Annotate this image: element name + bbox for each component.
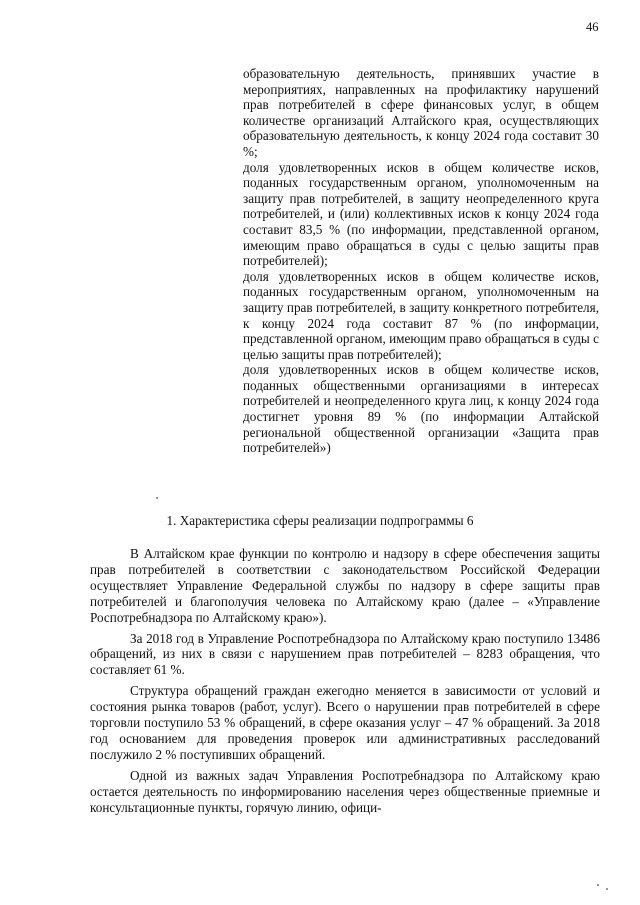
body-paragraph: Структура обращений граждан ежегодно меняется в зависимости от условий и состояния рынка товаров (работ, услуг). Всего о нарушении прав потребителей в сфере торговли поступило 53 % обращений, в сфере оказания услуг – 47 % обращений. За 2018 год основанием для проведения проверок или административных расследований послужило 2 % поступивших обращений. — [90, 683, 600, 762]
body-paragraph: В Алтайском крае функции по контролю и надзору в сфере обеспечения защиты прав потребителей в соответствии с законодательством Российской Федерации осуществляет Управление Федеральной службы по надзору в сфере защиты прав потребителей и благополучия человека по Алтайскому краю (далее – «Управление Роспотребнадзора по Алтайскому краю»). — [90, 546, 600, 625]
body-text — [90, 546, 600, 821]
scan-speck — [156, 497, 158, 499]
indicator-item: доля удовлетворенных исков в общем количестве исков, поданных государственным органом, уполномоченным на защиту прав потребителей, в защиту конкретного потребителя, к концу 2024 года составит 87 % (по информации, представленной органом, имеющим право обращаться в суды с целью защиты прав потребителей); — [243, 268, 599, 362]
indicator-item: образовательную деятельность, принявших участие в мероприятиях, направленных на профилактику нарушений прав потребителей в сфере финансовых услуг, в общем количестве организаций Алтайского края, осуществляющих образовательную деятельность, к концу 2024 года составит 30 %; — [243, 66, 599, 159]
indicator-item: доля удовлетворенных исков в общем количестве исков, поданных общественными организациями в интересах потребителей и неопределенного круга лиц, к концу 2024 года достигнет уровня 89 % (по информации Алтайской региональной общественной организации «Защита прав потребителей») — [243, 362, 599, 456]
body-paragraph: Одной из важных задач Управления Роспотребнадзора по Алтайскому краю остается деятельность по информированию населения через общественные приемные и консультационные пункты, горячую линию, офици- — [90, 767, 600, 815]
indicator-item: доля удовлетворенных исков в общем количестве исков, поданных государственным органом, уполномоченным на защиту прав потребителей, в защиту неопределенного круга потребителей, и (или) коллективных исков к концу 2024 года составит 83,5 % (по информации, представленной органом, имеющим право обращаться в суды с целью защиты прав потребителей); — [243, 159, 599, 269]
indicator-list — [243, 66, 599, 456]
section-heading: 1. Характеристика сферы реализации подпрограммы 6 — [166, 513, 474, 528]
body-paragraph: За 2018 год в Управление Роспотребнадзора по Алтайскому краю поступило 13486 обращений, из них в связи с нарушением прав потребителей – 8283 обращения, что составляет 61 %. — [90, 630, 600, 678]
scan-speck — [597, 884, 599, 886]
scan-speck — [606, 888, 608, 890]
page-number: 46 — [586, 20, 599, 34]
